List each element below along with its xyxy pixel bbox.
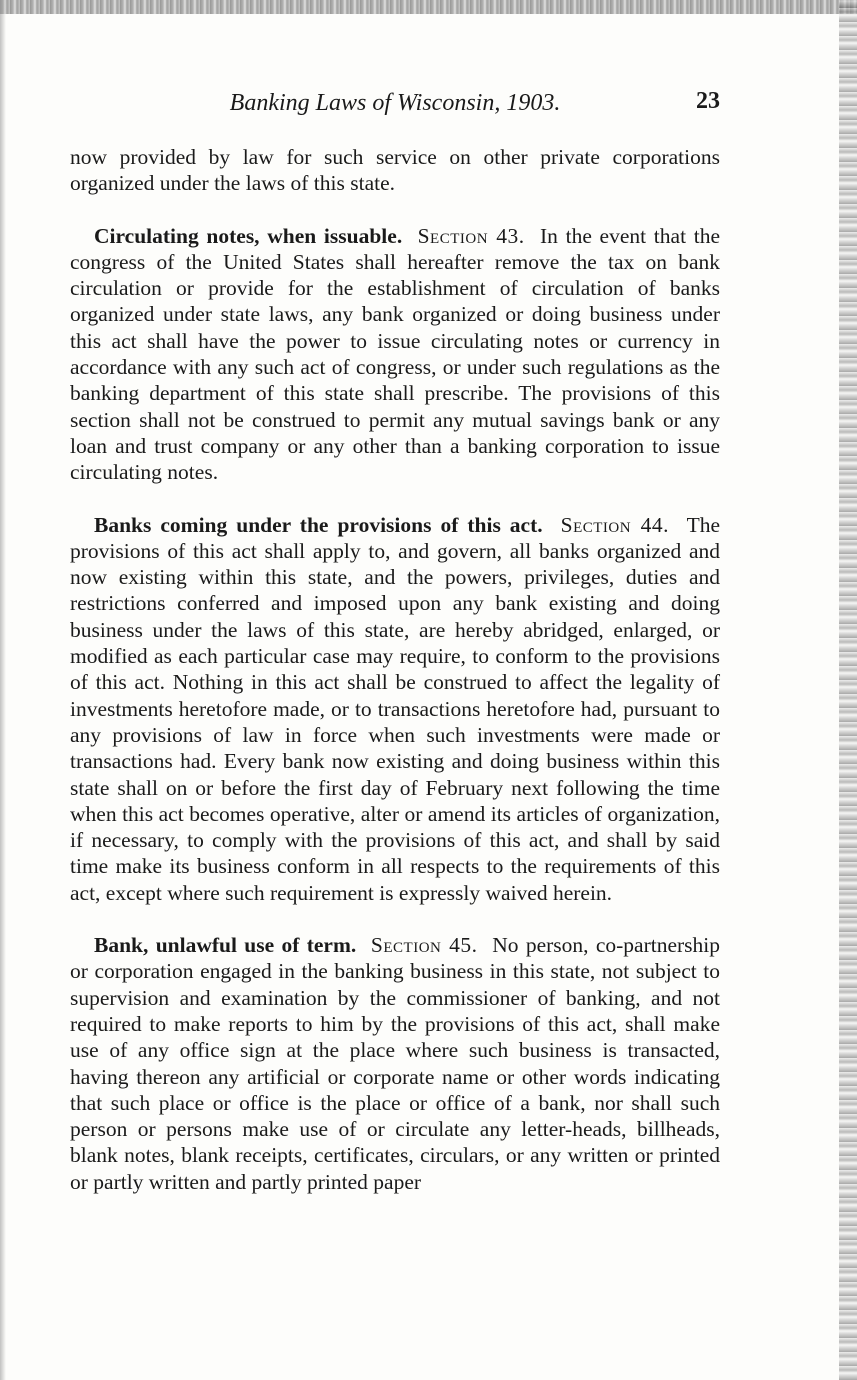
section-heading: Circulating notes, when issuable. — [94, 223, 403, 248]
scan-edge-left — [0, 0, 6, 1380]
paragraph-text: In the event that the congress of the United States shall hereafter remove the tax on bank circulation or provide for the establishment of circulation of banks organized under state laws, any bank organized or doing business under this act shall have the power to issue circulating notes or currency in accordance with any such act of congress, or under such regulations as the banking department of this state shall prescribe. The provisions of this section shall not be construed to permit any mutual savings bank or any loan and trust company or any other than a banking corporation to issue circulating notes. — [70, 223, 721, 485]
scan-edge-right — [839, 0, 857, 1380]
paragraph-text: The provisions of this act shall apply to, and govern, all banks organized and now existing within this state, and the powers, privileges, duties and restrictions conferred and imposed upon any bank existing and doing business under the laws of this state, are hereby abridged, enlarged, or modified as each particular case may require, to conform to the provisions of this act. Nothing in this act shall be construed to affect the legality of investments heretofore made, or to transactions heretofore had, pursuant to any provisions of law in force when such investments were made or transactions had. Every bank now existing and doing business within this state shall on or before the first day of February next following the time when this act becomes operative, alter or amend its articles of organization, if necessary, to comply with the provisions of this act, and shall by said time make its business conform in all respects to the requirements of this act, except where such requirement is expressly waived herein. — [70, 512, 721, 905]
section-number: Section 45. — [370, 933, 478, 958]
scan-edge-top — [0, 0, 857, 14]
page-body — [70, 144, 720, 1221]
paragraph-continuation — [70, 144, 720, 197]
section-number: Section 43. — [417, 223, 525, 248]
paragraph-text: now provided by law for such service on other private corporations organized under the laws of this state. — [70, 145, 720, 196]
page-header — [70, 86, 720, 126]
section-heading: Bank, unlawful use of term. — [94, 933, 357, 958]
section-heading: Banks coming under the provisions of this act. — [94, 512, 543, 537]
paragraph-section-43 — [70, 223, 720, 486]
page-number: 23 — [696, 88, 720, 114]
paragraph-text: No person, co-partnership or corporation engaged in the banking business in this state, not subject to supervision and examination by the commissioner of banking, and not required to make reports to him by the provisions of this act, shall make use of any office sign at the place where such business is transacted, having thereon any artificial or corporate name or other words indicating that such place or office is the place or office of a bank, nor shall such person or persons make use of or circulate any letter-heads, billheads, blank notes, blank receipts, certificates, circulars, or any written or printed or partly written and partly printed paper — [70, 933, 721, 1194]
paragraph-section-44 — [70, 512, 720, 906]
section-number: Section 44. — [560, 512, 669, 537]
paragraph-section-45 — [70, 932, 720, 1195]
running-title: Banking Laws of Wisconsin, 1903. — [229, 90, 561, 116]
